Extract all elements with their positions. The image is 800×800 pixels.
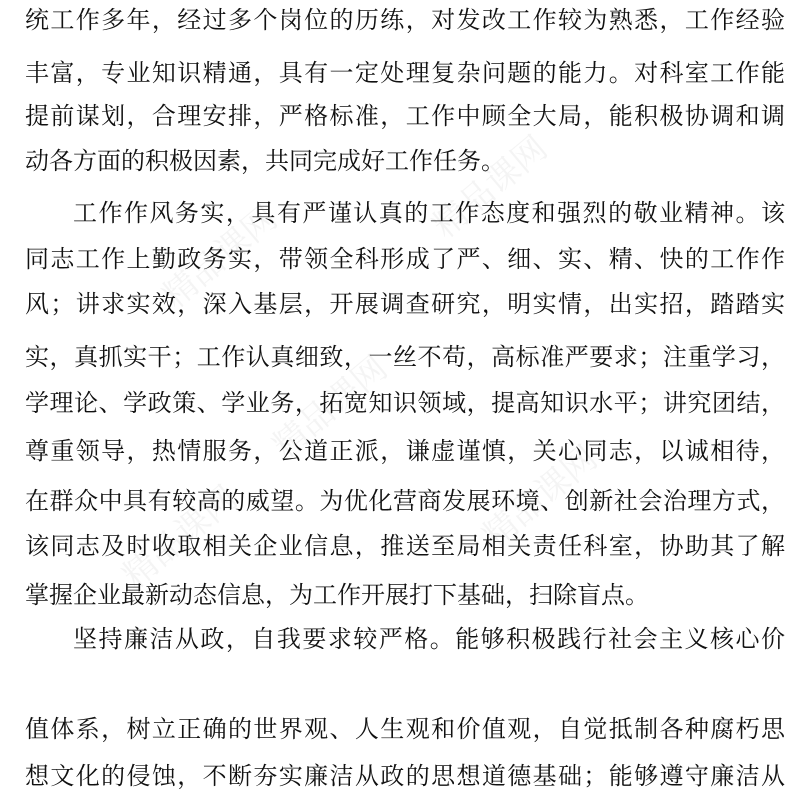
text-line: 该同志及时收取相关企业信息，推送至局相关责任科室，协助其了解 (25, 532, 785, 560)
paragraph-start-line: 工作作风务实，具有严谨认真的工作态度和强烈的敬业精神。该 (73, 199, 785, 227)
text-line: 想文化的侵蚀，不断夯实廉洁从政的思想道德基础；能够遵守廉洁从 (25, 762, 785, 790)
text-line: 尊重领导，热情服务，公道正派，谦虚谨慎，关心同志，以诚相待， (25, 437, 785, 465)
text-line: 动各方面的积极因素，共同完成好工作任务。 (25, 147, 505, 175)
text-line: 在群众中具有较高的威望。为优化营商发展环境、创新社会治理方式， (25, 487, 785, 515)
paragraph-start-line: 坚持廉洁从政，自我要求较严格。能够积极践行社会主义核心价 (73, 625, 785, 653)
watermark: 精品课网 (425, 128, 556, 247)
watermark: 精品课网 (265, 348, 396, 467)
text-line: 丰富，专业知识精通，具有一定处理复杂问题的能力。对科室工作能 (25, 59, 785, 87)
text-line: 同志工作上勤政务实，带领全科形成了严、细、实、精、快的工作作 (25, 245, 785, 273)
watermark: 精品课网 (115, 478, 246, 597)
watermark: 精品课网 (155, 198, 286, 317)
watermark: 精品课网 (475, 438, 606, 557)
text-line: 统工作多年，经过多个岗位的历练，对发改工作较为熟悉，工作经验 (25, 6, 785, 34)
text-line: 实，真抓实干；工作认真细致，一丝不苟，高标准严要求；注重学习， (25, 343, 785, 371)
text-line: 值体系，树立正确的世界观、人生观和价值观，自觉抵制各种腐朽思 (25, 715, 785, 743)
text-line: 学理论、学政策、学业务，拓宽知识领域，提高知识水平；讲究团结， (25, 389, 785, 417)
text-line: 掌握企业最新动态信息，为工作开展打下基础，扫除盲点。 (25, 581, 649, 609)
text-line: 风；讲求实效，深入基层，开展调查研究，明实情，出实招，踏踏实 (25, 290, 785, 318)
text-line: 提前谋划，合理安排，严格标准，工作中顾全大局，能积极协调和调 (25, 102, 785, 130)
